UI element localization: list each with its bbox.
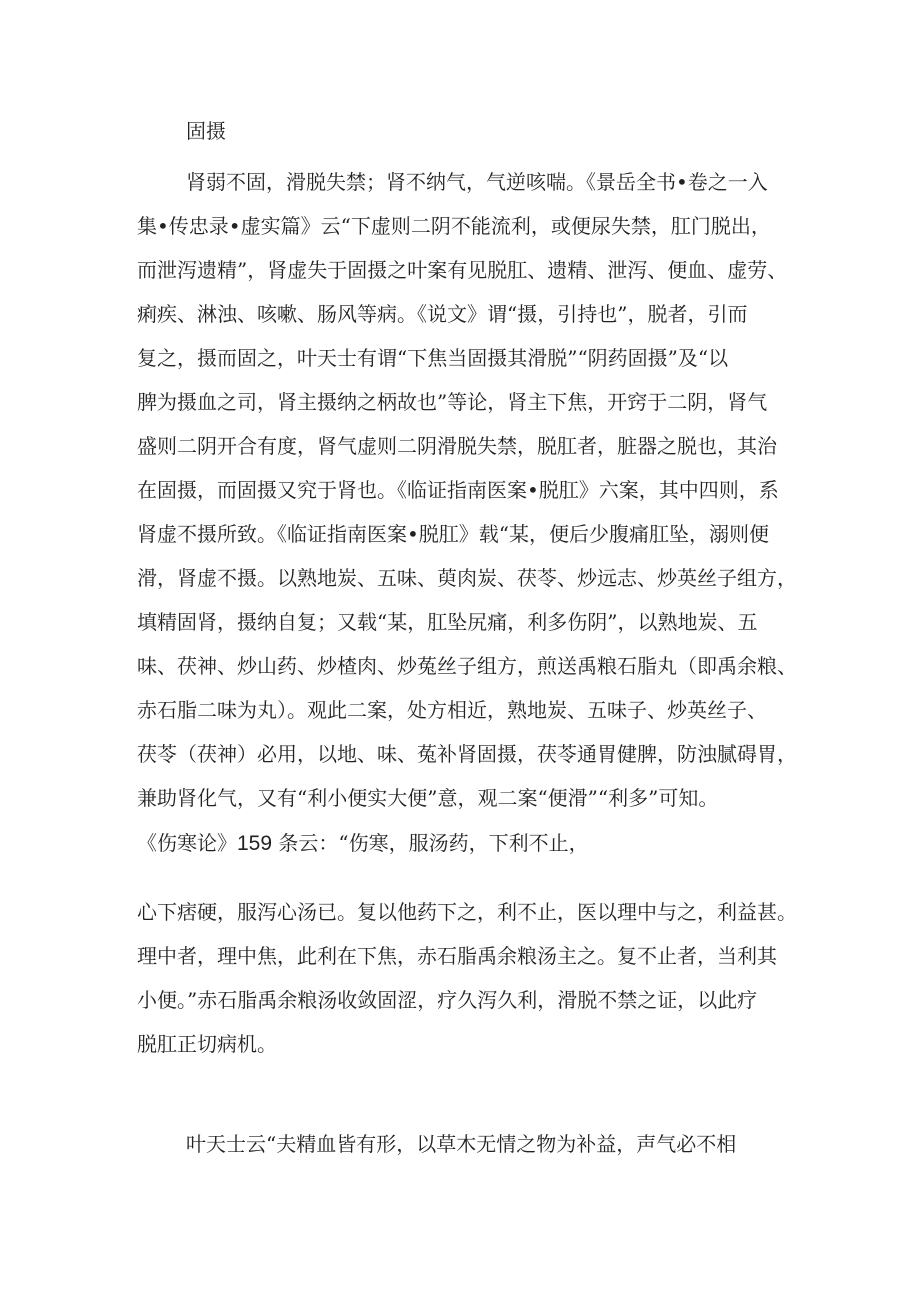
text-line-citation [137,826,589,861]
citation-book: 《伤寒论》 [137,831,237,855]
text-line: 肾虚不摄所致。《临证指南医案•脱肛》载“某，便后少腹痛肛坠，溺则便 [137,522,770,546]
text-line: 味、茯神、炒山药、炒楂肉、炒菟丝子组方，煎送禹粮石脂丸（即禹余粮、 [137,654,797,678]
text-line: 脱肛正切病机。 [137,1032,277,1056]
text-line: 理中者，理中焦，此利在下焦，赤石脂禹余粮汤主之。复不止者，当利其 [137,944,777,968]
text-line: 兼助肾化气，又有“利小便实大便”意，观二案“便滑”“利多”可知。 [137,786,719,810]
text-line: 滑，肾虚不摄。以熟地炭、五味、萸肉炭、茯苓、炒远志、炒英丝子组方， [137,566,797,590]
text-line: 而泄泻遗精”，肾虚失于固摄之叶案有见脱肛、遗精、泄泻、便血、虚劳、 [137,258,788,282]
text-line: 心下痞硬，服泻心汤已。复以他药下之，利不止，医以理中与之，利益甚。 [137,900,797,924]
text-line: 肾弱不固，滑脱失禁；肾不纳气，气逆咳喘。《景岳全书•卷之一入 [186,170,768,194]
text-line: 复之，摄而固之，叶天士有谓“下焦当固摄其滑脱”“阴药固摄”及“以 [137,346,729,370]
text-line: 脾为摄血之司，肾主摄纳之柄故也”等论，肾主下焦，开窍于二阴，肾气 [137,390,768,414]
text-line: 盛则二阴开合有度，肾气虚则二阴滑脱失禁，脱肛者，脏器之脱也，其治 [137,434,777,458]
text-line: 小便。”赤石脂禹余粮汤收敛固涩，疗久泻久利，滑脱不禁之证，以此疗 [137,988,758,1012]
text-line: 茯苓（茯神）必用，以地、味、菟补肾固摄，茯苓通胃健脾，防浊腻碍胃， [137,742,797,766]
text-line: 集•传忠录•虚实篇》云“下虚则二阴不能流利，或便尿失禁，肛门脱出， [137,214,771,238]
citation-text: 条云：“伤寒，服汤药，下利不止， [272,831,589,855]
text-line: 填精固肾，摄纳自复；又载“某，肛坠尻痛，利多伤阴”，以熟地炭、五 [137,610,758,634]
text-line: 叶天士云“夫精血皆有形，以草木无情之物为补益，声气必不相 [186,1132,737,1156]
article-number: 159 [237,832,273,855]
section-heading: 固摄 [186,119,226,143]
text-line: 在固摄，而固摄又究于肾也。《临证指南医案•脱肛》六案，其中四则，系 [137,478,779,502]
text-line: 痢疾、淋浊、咳嗽、肠风等病。《说文》谓“摄，引持也”，脱者，引而 [137,302,748,326]
text-line: 赤石脂二味为丸）。观此二案，处方相近，熟地炭、五味子、炒英丝子、 [137,698,767,722]
